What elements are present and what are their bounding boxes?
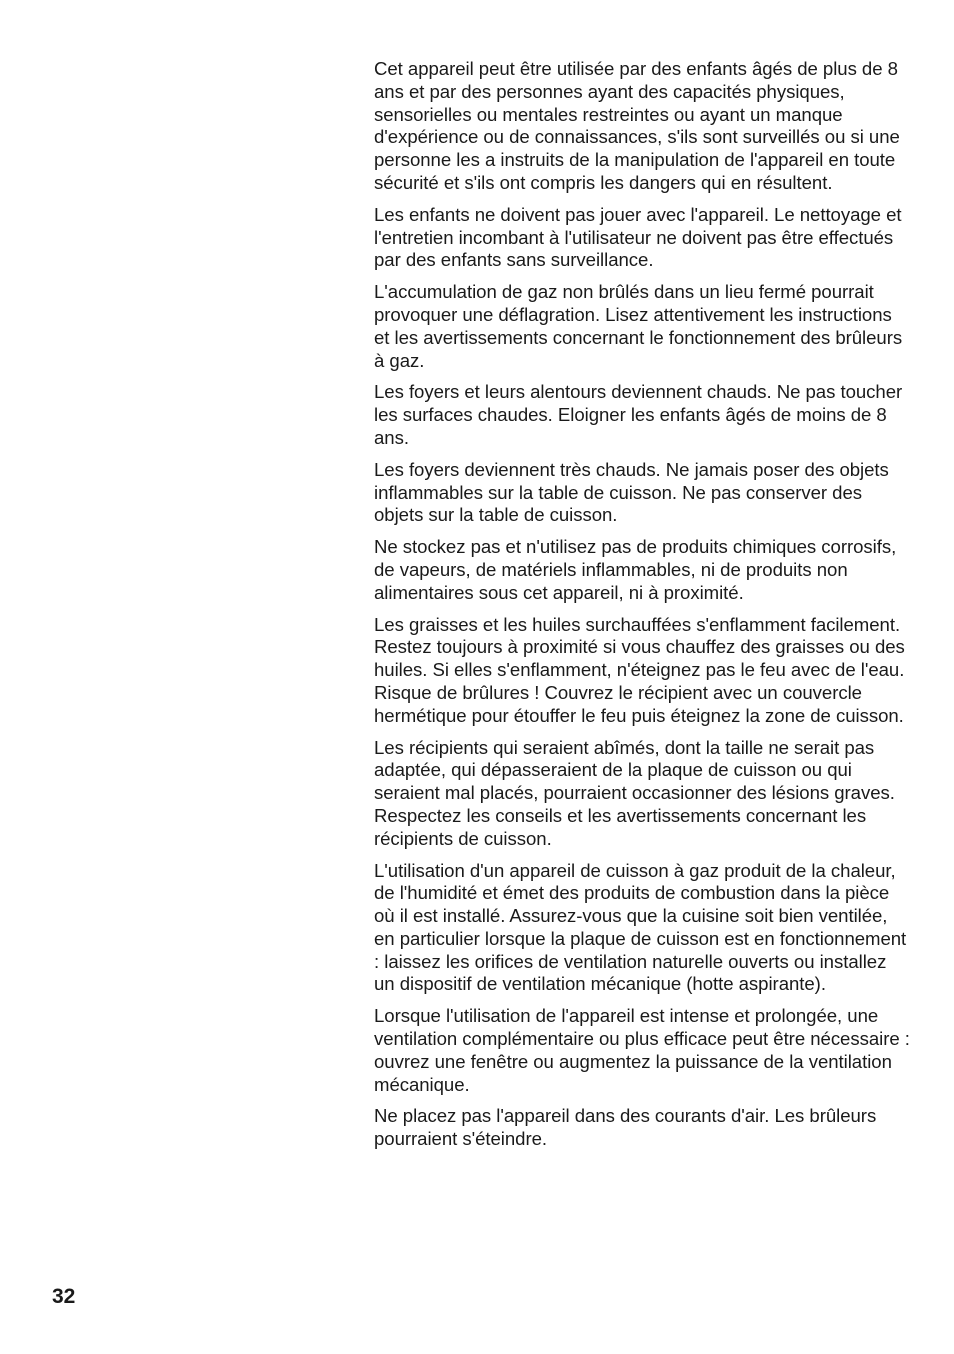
paragraph-intensive-use: Lorsque l'utilisation de l'appareil est intense et prolongée, une ventilation complémentaire ou plus efficace peut être nécessaire : ouvrez une fenêtre ou augmentez la puissance de la ventilation mécanique.	[374, 1005, 910, 1095]
paragraph-gas-accumulation: L'accumulation de gaz non brûlés dans un lieu fermé pourrait provoquer une déflagration. Lisez attentivement les instructions et les avertissements concernant le fonctionnement des brûleurs à gaz.	[374, 281, 903, 371]
paragraph-hot-surfaces: Les foyers et leurs alentours deviennent chauds. Ne pas toucher les surfaces chaudes. Eloigner les enfants âgés de moins de 8 ans.	[374, 381, 903, 448]
paragraph-chemicals-storage: Ne stockez pas et n'utilisez pas de produits chimiques corrosifs, de vapeurs, de matériels inflammables, ni de produits non alimentaires sous cet appareil, ni à proximité.	[374, 536, 897, 603]
paragraph-ventilation: L'utilisation d'un appareil de cuisson à gaz produit de la chaleur, de l'humidité et émet des produits de combustion dans la pièce où il est installé. Assurez-vous que la cuisine soit bien ventilée, en particulier lorsque la plaque de cuisson est en fonctionnement : laissez les orifices de ventilation naturelle ouverts ou installez un dispositif de ventilation mécanique (hotte aspirante).	[374, 859, 907, 995]
paragraph-flammable-objects: Les foyers deviennent très chauds. Ne jamais poser des objets inflammables sur la table de cuisson. Ne pas conserver des objets sur la table de cuisson.	[374, 458, 889, 526]
paragraph-damaged-cookware: Les récipients qui seraient abîmés, dont la taille ne serait pas adaptée, qui dépasseraient de la plaque de cuisson ou qui seraient mal placés, pourraient occasionner des lésions graves. Respectez les conseils et les avertissements concernant les récipients de cuisson.	[374, 736, 895, 849]
safety-instructions-column	[374, 58, 910, 1160]
page-number: 32	[52, 1285, 76, 1308]
paragraph-draughts: Ne placez pas l'appareil dans des courants d'air. Les brûleurs pourraient s'éteindre.	[374, 1105, 877, 1150]
paragraph-overheated-oils: Les graisses et les huiles surchauffées s'enflamment facilement. Restez toujours à proximité si vous chauffez des graisses ou des huiles. Si elles s'enflamment, n'éteignez pas le feu avec de l'eau. Risque de brûlures ! Couvrez le récipient avec un couvercle hermétique pour étouffer le feu puis éteignez la zone de cuisson.	[374, 613, 905, 726]
paragraph-children-capacities: Cet appareil peut être utilisée par des enfants âgés de plus de 8 ans et par des personnes ayant des capacités physiques, sensorielles ou mentales restreintes ou ayant un manque d'expérience ou de connaissances, s'ils sont surveillés ou si une personne les a instruits de la manipulation de l'appareil en toute sécurité et s'ils ont compris les dangers qui en résultent.	[374, 58, 900, 193]
paragraph-children-play: Les enfants ne doivent pas jouer avec l'appareil. Le nettoyage et l'entretien incombant à l'utilisateur ne doivent pas être effectués par des enfants sans surveillance.	[374, 203, 902, 271]
